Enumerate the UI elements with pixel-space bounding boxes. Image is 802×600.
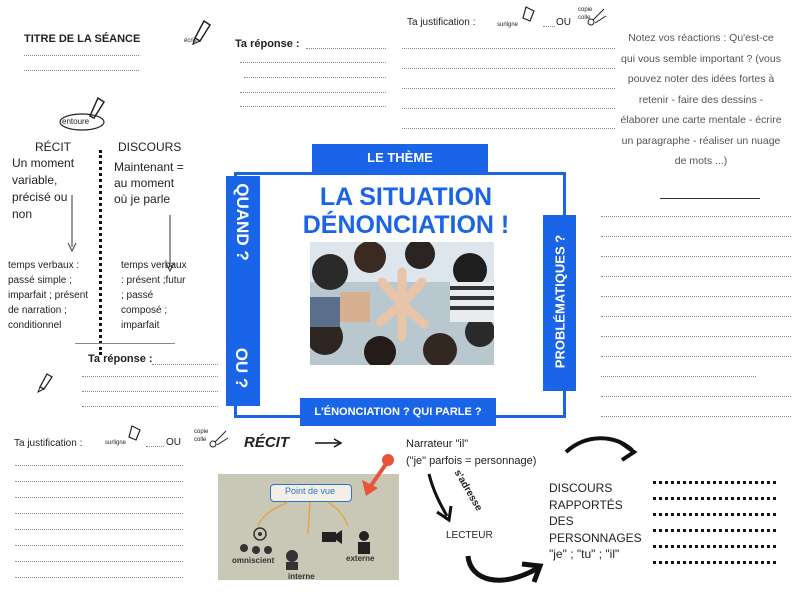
top-justif-line-4[interactable] [402, 108, 615, 109]
answer-dots-2[interactable] [653, 497, 776, 500]
pencil-icon-small [34, 372, 56, 399]
notes-underline [660, 198, 760, 199]
narrateur-line1: Narrateur "il" [406, 438, 469, 450]
recit-title: RÉCIT [35, 140, 71, 154]
left-answer-line-1[interactable] [82, 376, 218, 377]
pdv-interne: interne [288, 572, 315, 580]
top-answer-label: Ta réponse : [235, 38, 300, 50]
notes-line-9[interactable] [601, 376, 756, 377]
top-ou: OU [556, 17, 571, 28]
left-answer-label: Ta réponse : [88, 353, 153, 365]
discours-title: DISCOURS [118, 140, 182, 154]
left-justif-label: Ta justification : [14, 438, 83, 449]
recit-tenses: temps verbaux : passé simple ; imparfait ; présent de narration ; conditionnel [8, 260, 89, 331]
top-justif-line-1[interactable] [402, 48, 615, 49]
notes-line-4[interactable] [601, 276, 791, 277]
top-justif-line-3[interactable] [402, 88, 615, 89]
entoure-icon [58, 92, 118, 137]
separator-line [75, 343, 175, 344]
left-side-ou: OU ? [232, 347, 251, 389]
left-copie-label: copie colle [194, 429, 209, 443]
top-answer-line-1[interactable] [240, 62, 386, 63]
discours-rap-line3: DES [549, 514, 574, 528]
s-adresse-arrow [423, 470, 463, 526]
recit-description: Un moment variable, précisé ou non [12, 156, 75, 221]
top-justif-line-5[interactable] [402, 128, 615, 129]
notes-line-5[interactable] [601, 296, 791, 297]
recit-arrow [66, 195, 78, 255]
left-ou: OU [166, 437, 181, 448]
theme-banner: LE THÈME [312, 144, 488, 172]
notes-text: Notez vos réactions : Qu'est-ce qui vous semble important ? (vous pouvez noter des idées fortes à retenir - faire des dessins - élaborer une carte mentale - écrire un paragraphe - réaliser un nuage de mots ...) [620, 32, 782, 167]
red-pointer-arrow [358, 452, 398, 500]
discours-rap-line2: RAPPORTÉS [549, 497, 623, 512]
top-answer-line-3[interactable] [240, 92, 386, 93]
pencil-icon [186, 18, 216, 53]
answer-dots-3[interactable] [653, 513, 776, 516]
session-title: TITRE DE LA SÉANCE [24, 33, 141, 45]
notes-line-6[interactable] [601, 316, 791, 317]
left-surligne-label: surligne [105, 440, 127, 446]
recit-discours-separator [99, 150, 102, 355]
right-side-problematiques: PROBLÉMATIQUES ? [552, 234, 568, 369]
answer-dots-6[interactable] [653, 561, 776, 564]
top-justif-line-2[interactable] [402, 68, 615, 69]
scissors-icon-top [586, 6, 608, 33]
notes-line-10[interactable] [601, 396, 791, 397]
answer-dots-4[interactable] [653, 529, 776, 532]
notes-line-11[interactable] [601, 416, 791, 417]
group-hands-photo [310, 242, 494, 365]
discours-rap-line4: PERSONNAGES [549, 530, 642, 545]
left-justif-line-3[interactable] [15, 497, 183, 498]
discours-rap-line5: "je" ; "tu" ; "il" [549, 547, 620, 561]
enonciation-banner: L'ÉNONCIATION ? QUI PARLE ? [300, 398, 496, 426]
top-answer-line-0[interactable] [306, 48, 386, 49]
left-justif-line-5[interactable] [15, 529, 183, 530]
discours-rap-line1: DISCOURS [549, 481, 613, 495]
left-justif-line-2[interactable] [15, 481, 183, 482]
discours-tenses: temps verbaux : présent ;futur ; passé composé ; imparfait [121, 260, 187, 331]
left-side-quand: QUAND ? [233, 183, 252, 261]
lecteur-label: LECTEUR [446, 530, 493, 541]
ecris-label: écris [184, 38, 197, 44]
top-answer-line-2[interactable] [244, 77, 386, 78]
narrateur-line2: ("je" parfois = personnage) [406, 455, 537, 467]
left-answer-line-3[interactable] [82, 406, 218, 407]
notes-line-2[interactable] [601, 236, 791, 237]
s-adresse-label: s'adresse [451, 467, 485, 514]
left-justif-blank[interactable] [146, 446, 164, 447]
curved-arrow-bottom [460, 550, 546, 594]
left-answer-line-2[interactable] [82, 391, 218, 392]
highlighter-icon [126, 424, 146, 449]
left-justif-line-8[interactable] [15, 577, 183, 578]
discours-rapportes [549, 480, 642, 563]
recit-right-arrow [313, 436, 345, 450]
pdv-omniscient: omniscient [232, 556, 275, 565]
answer-dots-1[interactable] [653, 481, 776, 484]
left-justif-line-6[interactable] [15, 545, 183, 546]
entoure-label: entoure [62, 117, 90, 126]
top-copie-label: copie colle [578, 7, 593, 21]
notes-line-7[interactable] [601, 336, 791, 337]
discours-description: Maintenant = au moment où je parle [114, 160, 184, 206]
pdv-title: Point de vue [284, 486, 336, 496]
curved-arrow-top [562, 428, 640, 466]
highlighter-icon-top [520, 5, 540, 30]
left-justif-line-7[interactable] [15, 561, 183, 562]
notes-line-8[interactable] [601, 356, 791, 357]
answer-dots-5[interactable] [653, 545, 776, 548]
scissors-icon [208, 428, 230, 455]
main-title-line2: DÉNONCIATION ! [302, 211, 510, 239]
top-justif-blank[interactable] [543, 26, 555, 27]
pdv-externe: externe [346, 554, 375, 563]
title-line-2[interactable] [24, 70, 139, 71]
left-justif-line-4[interactable] [15, 513, 183, 514]
notes-line-1[interactable] [601, 216, 791, 217]
notes-line-3[interactable] [601, 256, 791, 257]
bottom-recit-label: RÉCIT [244, 434, 289, 451]
top-justif-label: Ta justification : [407, 17, 476, 28]
left-justif-line-1[interactable] [15, 465, 183, 466]
main-title-line1: LA SITUATION [319, 183, 493, 211]
top-answer-line-4[interactable] [240, 106, 386, 107]
left-answer-line-0[interactable] [152, 364, 218, 365]
title-line-1[interactable] [24, 55, 139, 56]
top-surligne-label: surligne [497, 22, 519, 28]
